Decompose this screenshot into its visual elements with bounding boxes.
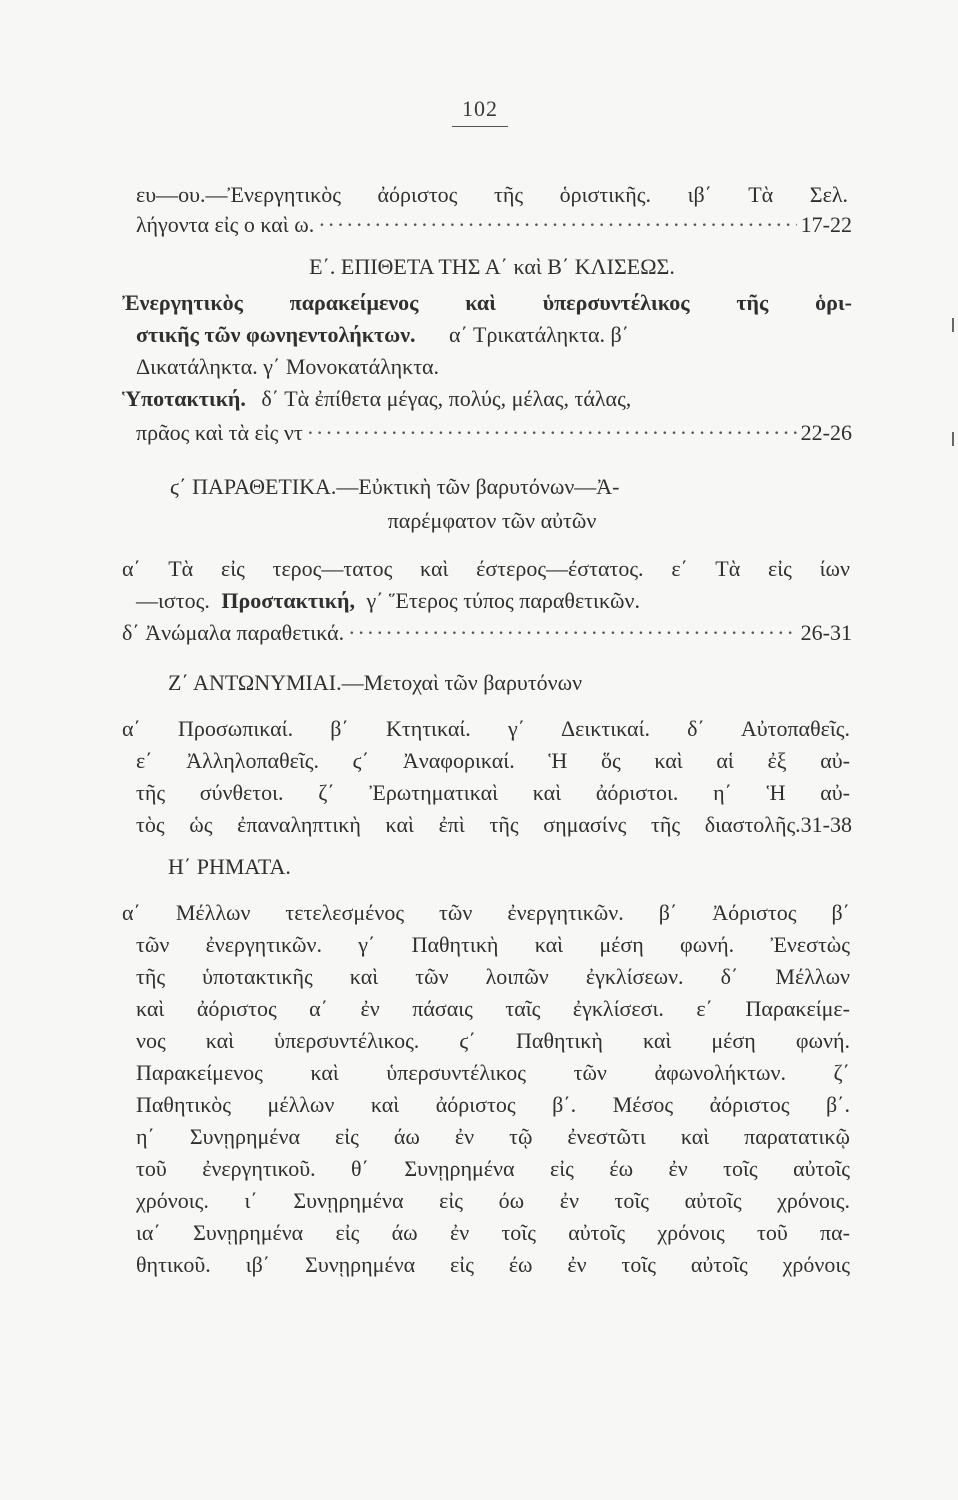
toc-line-21: τῶν ἐνεργητικῶν. γ΄ Παθητικὴ καὶ μέση φωνή. Ἐνεστὼς (136, 932, 850, 957)
toc-line-13: δ΄ Ἀνώμαλα παραθετικά. (122, 620, 345, 645)
toc-line-6: Δικατάληκτα. γ΄ Μονοκατάληκτα. (136, 354, 440, 379)
toc-line-7 (122, 384, 631, 414)
toc-line-8: πρᾶος καὶ τὰ εἰς ντ (136, 420, 303, 445)
toc-line-24: νος καὶ ὑπερσυντέλικος. ϛ΄ Παθητικὴ καὶ μέση φωνή. (136, 1028, 850, 1053)
toc-entry-leader (136, 418, 852, 448)
dot-leader (348, 618, 797, 648)
dot-leader (318, 210, 796, 240)
toc-line-12-c: γ΄ Ἕτερος τύπος παραθετικῶν. (366, 588, 640, 613)
toc-line-5 (136, 320, 629, 350)
toc-line-7-bold: Ὑποτακτική. (122, 386, 246, 411)
toc-line-17: τῆς σύνθετοι. ζ΄ Ἐρωτηματικαὶ καὶ ἀόριστοι. η΄ Ἡ αὐ- (136, 780, 850, 805)
toc-line-26: Παθητικὸς μέλλων καὶ ἀόριστος β΄. Μέσος ἀόριστος β΄. (136, 1092, 850, 1117)
page-range: 22-26 (800, 420, 852, 445)
toc-line-18: τὸς ὡς ἐπαναληπτικὴ καὶ ἐπὶ τῆς σημασίνς τῆς διαστολῆς.31-38 (136, 812, 852, 837)
toc-line-2: λήγοντα εἰς ο καὶ ω. (136, 212, 315, 237)
toc-line-10: παρέμφατον τῶν αὐτῶν (387, 508, 597, 533)
toc-entry-leader (136, 210, 852, 240)
toc-line-20: α΄ Μέλλων τετελεσμένος τῶν ἐνεργητικῶν. β΄ Ἀόριστος β΄ (122, 900, 850, 925)
toc-line-5-rest: α΄ Τρικατάληκτα. β΄ (449, 322, 630, 347)
dot-leader (307, 418, 797, 448)
toc-line-16: ε΄ Ἀλληλοπαθεῖς. ϛ΄ Ἀναφορικαί. Ἡ ὅς καὶ αἱ ἐξ αὐ- (136, 748, 850, 773)
toc-line-25: Παρακείμενος καὶ ὑπερσυντέλικος τῶν ἀφωνολήκτων. ζ΄ (136, 1060, 850, 1085)
page-number: 102 (462, 96, 498, 121)
toc-line-11: α΄ Τὰ εἰς τερος—τατος καὶ έστερος—έστατος. ε΄ Τὰ εἰς ίων (122, 556, 850, 581)
toc-line-12-bold: Προστακτική, (221, 588, 355, 613)
toc-line-4: Ἐνεργητικὸς παρακείμενος καὶ ὑπερσυντέλικος τῆς ὁρι- (122, 290, 852, 315)
toc-line-12 (136, 586, 640, 616)
toc-line-31: θητικοῦ. ιβ΄ Συνῃρημένα εἰς έω ἐν τοῖς αὐτοῖς χρόνοις (136, 1252, 850, 1277)
scan-edge-mark (952, 432, 954, 446)
toc-entry-leader (122, 618, 852, 648)
toc-line-22: τῆς ὑποτακτικῆς καὶ τῶν λοιπῶν ἐγκλίσεων. δ΄ Μέλλων (136, 964, 850, 989)
toc-line-28: τοῦ ἐνεργητικοῦ. θ΄ Συνῃρημένα εἰς έω ἐν τοῖς αὐτοῖς (136, 1156, 850, 1181)
toc-line-1: ευ—ου.—Ἐνεργητικὸς ἀόριστος τῆς ὁριστικῆς. ιβ΄ Τὰ Σελ. (136, 182, 848, 207)
page-range: 26-31 (800, 620, 852, 645)
section-heading-e: Ε΄. ΕΠΙΘΕΤΑ ΤΗΣ Α΄ καὶ Β΄ ΚΛΙΣΕΩΣ. (309, 254, 675, 279)
section-heading-z: Ζ΄ ΑΝΤΩΝΥΜΙΑΙ.—Μετοχαὶ τῶν βαρυτόνων (168, 670, 583, 695)
toc-line-23: καὶ ἀόριστος α΄ ἐν πάσαις ταῖς ἐγκλίσεσι. ε΄ Παρακείμε- (136, 996, 850, 1021)
toc-line-27: η΄ Συνῃρημένα εἰς άω ἐν τῷ ἐνεστῶτι καὶ παρατατικῷ (136, 1124, 850, 1149)
section-heading-h: Η΄ ΡΗΜΑΤΑ. (168, 854, 291, 879)
toc-line-7-rest: δ΄ Τὰ ἐπίθετα μέγας, πολύς, μέλας, τάλας, (261, 386, 632, 411)
toc-line-12-a: —ιστος. (136, 588, 210, 613)
section-heading-st: ϛ΄ ΠΑΡΑΘΕΤΙΚΑ.—Εὐκτικὴ τῶν βαρυτόνων—Ἀ- (170, 474, 620, 499)
toc-line-29: χρόνοις. ι΄ Συνῃρημένα εἰς όω ἐν τοῖς αὐτοῖς χρόνοις. (136, 1188, 850, 1213)
scan-edge-mark (952, 318, 954, 332)
toc-line-5-bold: στικῆς τῶν φωνηεντολήκτων. (136, 322, 416, 347)
page-range: 17-22 (800, 212, 852, 237)
toc-line-15: α΄ Προσωπικαί. β΄ Κτητικαί. γ΄ Δεικτικαί. δ΄ Αὐτοπαθεῖς. (122, 716, 850, 741)
toc-line-30: ια΄ Συνῃρημένα εἰς άω ἐν τοῖς αὐτοῖς χρόνοις τοῦ πα- (136, 1220, 850, 1245)
page-number-underline (452, 126, 508, 127)
